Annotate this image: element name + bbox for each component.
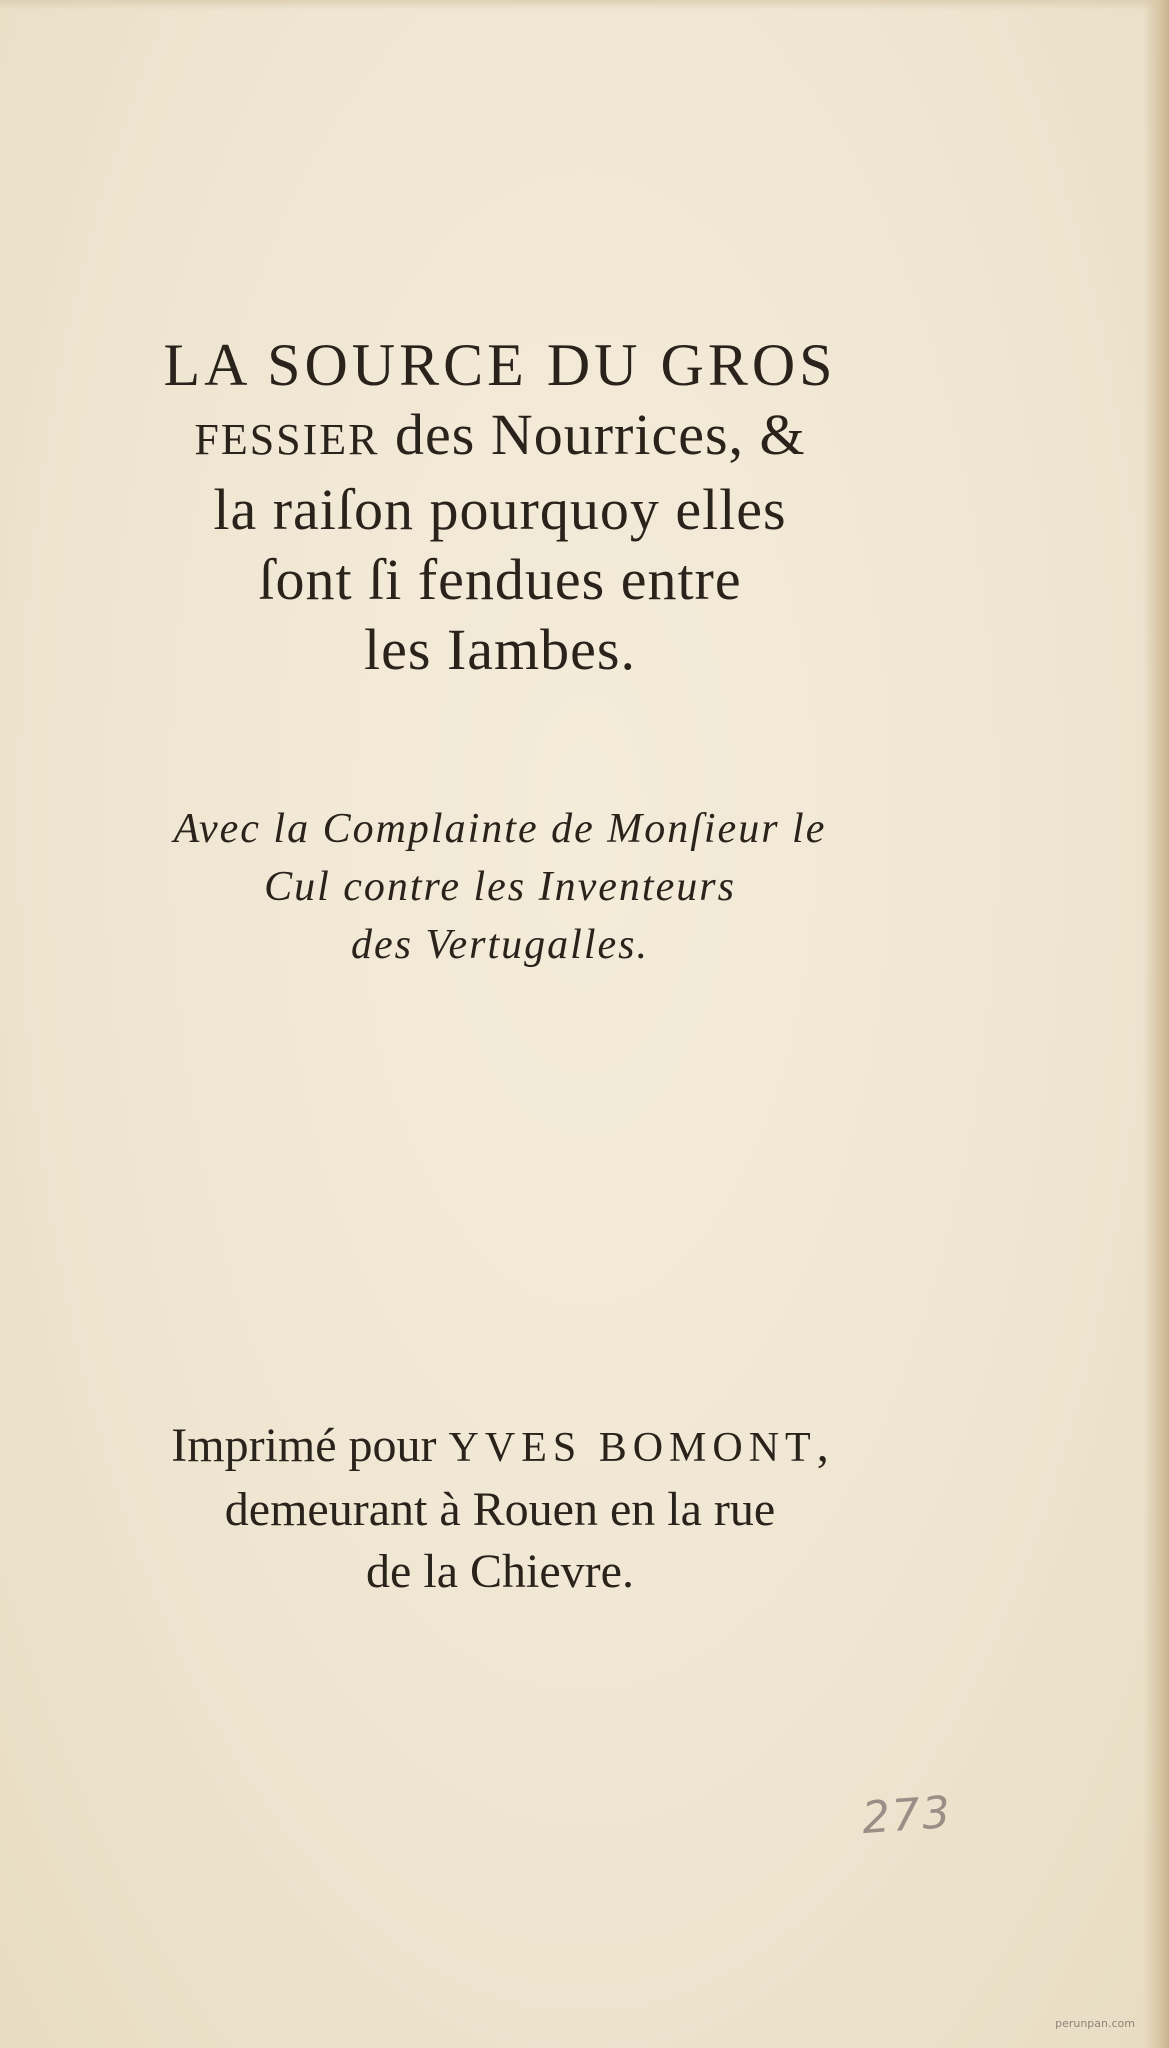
- title-line-3: la raiſon pourquoy elles: [213, 477, 787, 542]
- imprint-comma: ,: [816, 1419, 829, 1472]
- imprint-line-3: de la Chievre.: [366, 1545, 634, 1598]
- page-top-edge: [0, 0, 1169, 10]
- subtitle-block: [100, 800, 900, 974]
- imprint-line-2: demeurant à Rouen en la rue: [224, 1483, 776, 1536]
- page-right-edge: [1143, 0, 1169, 2048]
- title-line-5: les Iambes.: [364, 617, 636, 682]
- title-smallcaps-word: FESSIER: [194, 415, 380, 464]
- title-block: [100, 330, 900, 685]
- title-line-1: LA SOURCE DU GROS: [163, 332, 837, 398]
- title-line-2: [100, 400, 900, 475]
- subtitle-line-2: Cul contre les Inventeurs: [264, 864, 736, 910]
- source-watermark: perunpan.com: [1055, 2017, 1135, 2030]
- imprint-block: [100, 1415, 900, 1603]
- handwritten-shelf-mark: 273: [860, 1786, 954, 1845]
- title-line-2-rest: des Nourrices, &: [379, 402, 806, 467]
- subtitle-line-3: des Vertugalles.: [351, 922, 649, 968]
- title-line-4: ſont ſi fendues entre: [258, 547, 742, 612]
- subtitle-line-1: Avec la Complainte de Monſieur le: [173, 806, 827, 852]
- imprint-line-1: [100, 1415, 900, 1479]
- printer-name: YVES BOMONT: [448, 1425, 817, 1471]
- imprint-prefix: Imprimé pour: [171, 1419, 449, 1472]
